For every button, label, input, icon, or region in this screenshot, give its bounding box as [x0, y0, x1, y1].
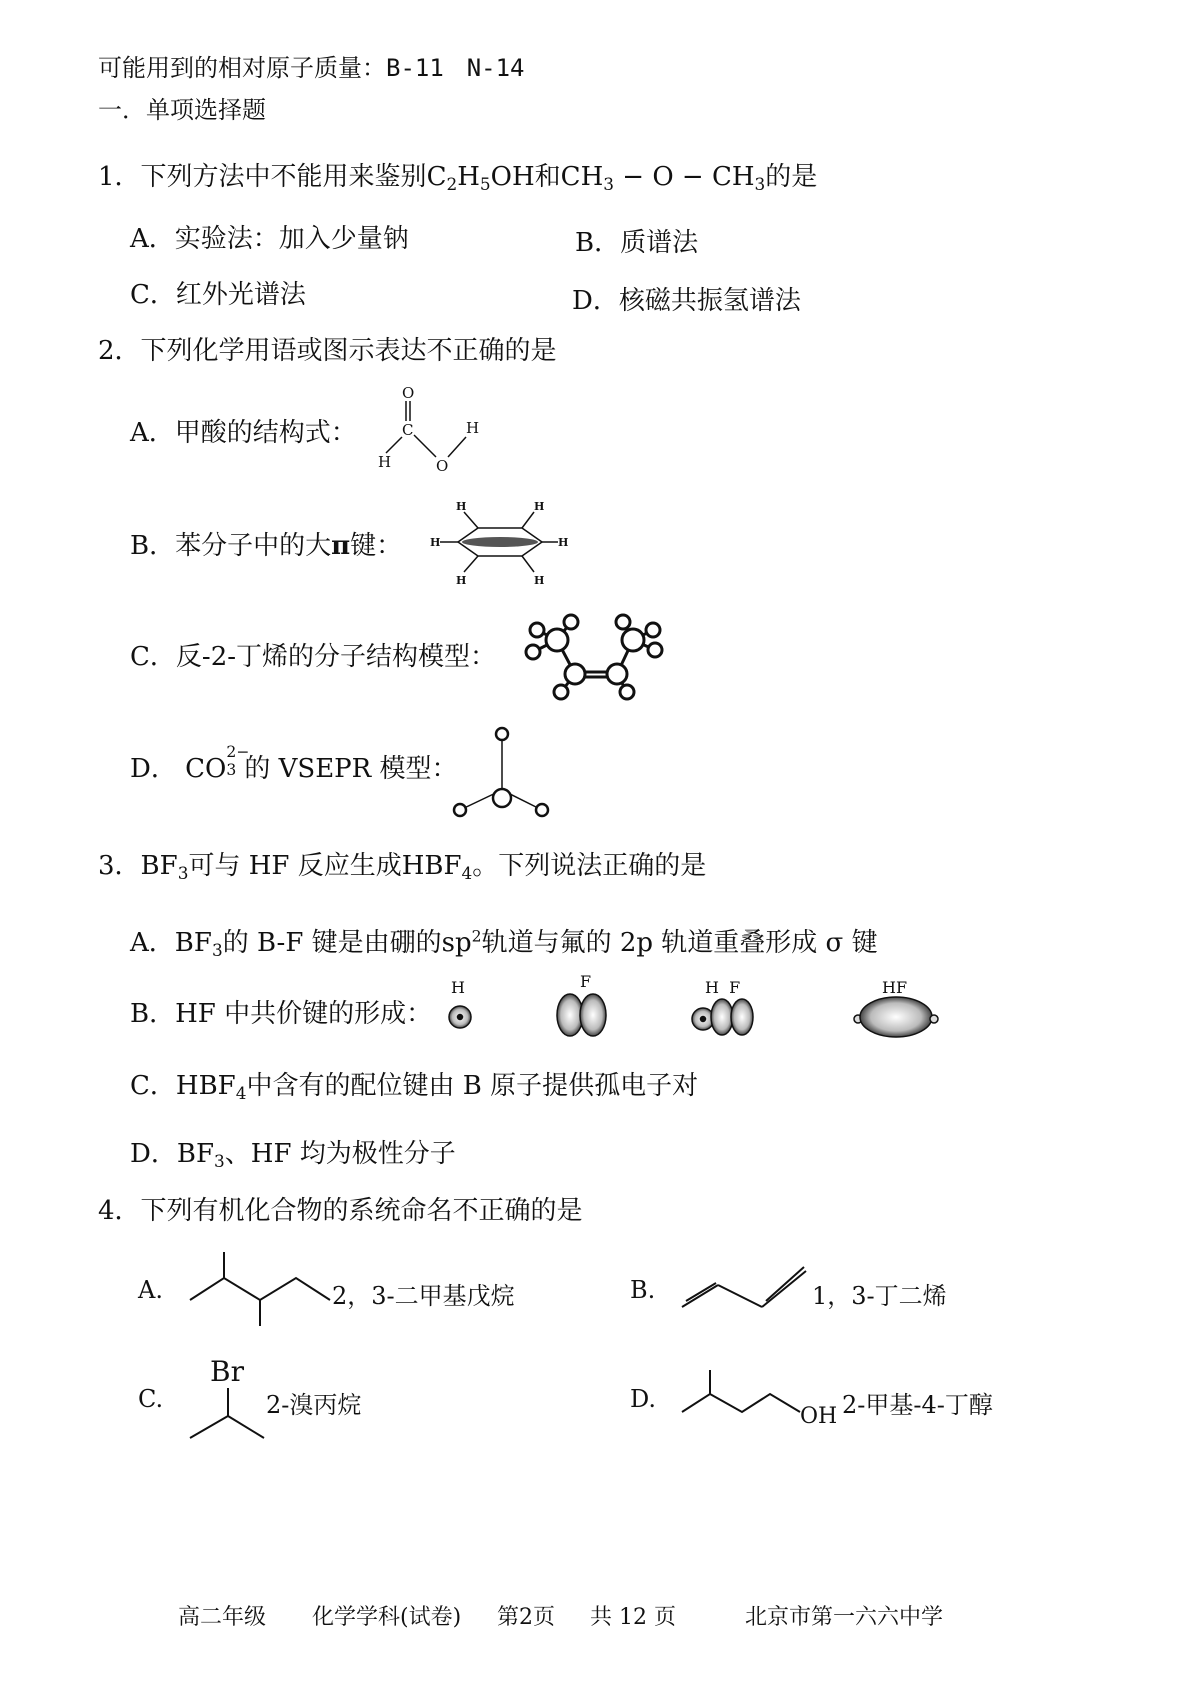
option-label: C． — [130, 1071, 176, 1101]
svg-text:O: O — [436, 457, 449, 475]
option-text: HF 中共价键的形成： — [175, 999, 433, 1029]
orbital-label-hf: HF — [882, 978, 908, 997]
pi-symbol: π — [331, 531, 351, 561]
methylbutanol-skeletal-icon — [680, 1370, 805, 1415]
stem-text: 可与 HF 反应生成 — [188, 851, 402, 881]
option-label: D． — [130, 1139, 177, 1169]
formula-sup: 2 — [471, 927, 482, 946]
q1-option-c[interactable] — [130, 274, 306, 311]
trans-2-butene-model-icon — [515, 610, 665, 710]
option-label: D． — [572, 286, 619, 316]
butadiene-skeletal-icon — [680, 1265, 810, 1310]
formula-part: sp — [441, 928, 472, 958]
q4-option-a-name: 2，3-二甲基戊烷 — [332, 1282, 515, 1310]
question-3-stem — [98, 845, 706, 883]
footer-subject: 化学学科(试卷) — [312, 1605, 462, 1630]
option-text: 、HF 均为极性分子 — [224, 1139, 456, 1169]
formula-part: BF — [176, 1139, 215, 1169]
option-text: 核磁共振氢谱法 — [618, 286, 801, 316]
hydroxyl-label: OH — [800, 1404, 838, 1429]
formula-part: − O − CH — [614, 162, 755, 192]
formula-part: CO — [185, 754, 227, 784]
formula-part: CH — [560, 162, 604, 192]
option-label: A． — [130, 418, 175, 448]
option-label: B． — [575, 228, 621, 258]
option-text: 红外光谱法 — [175, 280, 306, 310]
svg-text:C: C — [402, 421, 414, 439]
option-label: A． — [130, 224, 175, 254]
formula-sub: 3 — [754, 174, 766, 195]
carbonate-vsepr-model-icon — [445, 722, 555, 817]
q3-option-c[interactable] — [130, 1065, 698, 1103]
orbital-label-f: F — [580, 972, 592, 991]
option-text: 键 — [851, 928, 878, 958]
option-label: D． — [130, 754, 177, 784]
question-number: 4． — [98, 1196, 141, 1226]
q4-option-b-label[interactable]: B. — [630, 1276, 656, 1304]
option-text: 反-2-丁烯的分子结构模型： — [175, 642, 497, 672]
formula-part: C — [426, 162, 447, 192]
q1-option-d[interactable] — [572, 280, 801, 317]
formula-part: BF — [140, 851, 178, 881]
option-text: 的 VSEPR 模型： — [244, 754, 458, 784]
svg-text:H: H — [534, 500, 545, 513]
atomic-masses-line — [98, 48, 524, 83]
q4-option-c-label[interactable]: C. — [138, 1385, 164, 1413]
formula-sub: 2 — [446, 174, 458, 195]
footer-grade: 高二年级 — [178, 1605, 267, 1630]
q2-option-d[interactable] — [130, 743, 458, 785]
formula-sub: 3 — [177, 863, 189, 884]
q4-option-a-label[interactable]: A. — [138, 1276, 163, 1304]
formula-part: HBF — [175, 1071, 236, 1101]
stem-text: 下列有机化合物的系统命名不正确的是 — [140, 1196, 583, 1226]
svg-text:H: H — [466, 419, 480, 437]
svg-text:H: H — [456, 500, 467, 513]
svg-text:H: H — [430, 536, 441, 549]
svg-text:H: H — [456, 574, 467, 587]
formula-sub: 5 — [479, 174, 491, 195]
formula-part: HBF — [401, 851, 462, 881]
ion-charge — [226, 743, 250, 779]
formula-dimethyl-ether — [560, 162, 766, 195]
footer-page: 第2页 — [497, 1605, 555, 1630]
orbital-label-h: H — [451, 978, 465, 997]
q1-option-a[interactable] — [130, 218, 409, 255]
footer-total: 共 12 页 — [590, 1605, 676, 1630]
atomic-masses-label: 可能用到的相对原子质量： — [98, 54, 386, 82]
q3-option-b[interactable] — [130, 993, 432, 1030]
q4-option-c-name: 2-溴丙烷 — [266, 1391, 362, 1419]
question-number: 2． — [98, 336, 141, 366]
option-label: C． — [130, 280, 176, 310]
option-label: B． — [130, 531, 176, 561]
svg-text:H: H — [558, 536, 569, 549]
formula-sub: 3 — [226, 761, 237, 779]
q2-option-b[interactable] — [130, 525, 402, 562]
option-text: 轨道与氟的 2p 轨道重叠形成 — [481, 928, 818, 958]
stem-text: 和 — [534, 162, 561, 192]
q3-option-d[interactable] — [130, 1133, 456, 1171]
formula-sub: 3 — [603, 174, 614, 195]
formula-part: OH — [490, 162, 535, 192]
dimethylpentane-skeletal-icon — [188, 1252, 333, 1327]
option-text: 实验法：加入少量钠 — [174, 224, 409, 254]
bromopropane-skeletal-icon — [188, 1388, 268, 1440]
option-text: 甲酸的结构式： — [174, 418, 357, 448]
formula-part: H — [457, 162, 480, 192]
question-number: 3． — [98, 851, 141, 881]
question-2-stem — [98, 330, 557, 367]
option-text: 键： — [350, 531, 403, 561]
stem-text: 的是 — [765, 162, 818, 192]
section-title: 一．单项选择题 — [98, 96, 266, 124]
q4-option-b-name: 1，3-丁二烯 — [812, 1282, 947, 1310]
hf-orbital-overlap-icon — [440, 995, 950, 1045]
option-text: 质谱法 — [620, 228, 699, 258]
formula-ethanol — [426, 162, 535, 195]
benzene-pi-bond-icon — [430, 500, 570, 590]
atomic-mass-n: N-14 — [466, 54, 525, 82]
option-label: B． — [130, 999, 176, 1029]
q4-option-d-label[interactable]: D. — [630, 1385, 657, 1413]
option-text: 的 B-F 键是由硼的 — [222, 928, 442, 958]
q4-option-d-name: 2-甲基-4-丁醇 — [842, 1391, 993, 1419]
formula-sub: 3 — [214, 1151, 225, 1172]
formula-sub: 4 — [461, 863, 473, 884]
question-number: 1． — [98, 162, 141, 192]
option-label: C． — [130, 642, 176, 672]
formic-acid-structure-icon — [370, 385, 490, 475]
carbonate-ion — [185, 743, 250, 784]
q2-option-a[interactable] — [130, 412, 357, 449]
footer-school: 北京市第一六六中学 — [745, 1605, 944, 1630]
formula-sup: 2− — [226, 743, 250, 761]
svg-text:O: O — [402, 384, 415, 402]
bromine-label: Br — [210, 1355, 244, 1388]
q2-option-c[interactable] — [130, 636, 496, 673]
stem-text: 下列化学用语或图示表达不正确的是 — [140, 336, 557, 366]
option-label: A． — [130, 928, 175, 958]
stem-text: 。下列说法正确的是 — [472, 851, 707, 881]
q3-option-a[interactable] — [130, 922, 878, 960]
stem-text: 下列方法中不能用来鉴别 — [140, 162, 427, 192]
formula-sub: 4 — [235, 1083, 247, 1104]
svg-text:H: H — [378, 453, 392, 471]
orbital-label-hf-separate: H F — [705, 978, 741, 997]
formula-part: BF — [174, 928, 212, 958]
question-4-stem — [98, 1190, 583, 1227]
q1-option-b[interactable] — [575, 222, 698, 259]
atomic-mass-b: B-11 — [386, 54, 444, 82]
svg-text:H: H — [534, 574, 545, 587]
option-text: 中含有的配位键由 B 原子提供孤电子对 — [246, 1071, 699, 1101]
question-1-stem — [98, 156, 817, 194]
sigma-symbol: σ — [825, 928, 844, 958]
formula-sub: 3 — [211, 940, 223, 961]
option-text: 苯分子中的大 — [175, 531, 332, 561]
